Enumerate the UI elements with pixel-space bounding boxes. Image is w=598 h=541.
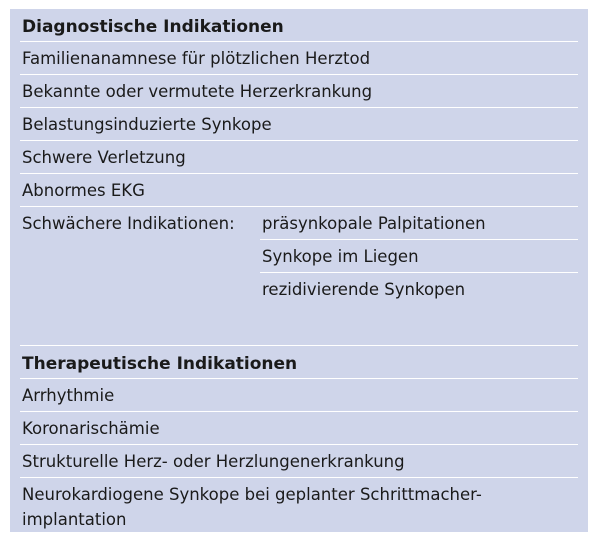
therapeutic-item-line: Neurokardiogene Synkope bei geplanter Schrittmacher-: [22, 485, 482, 504]
section-spacer: [20, 306, 578, 346]
diagnostic-item: Abnormes EKG: [20, 174, 578, 207]
weaker-indication-item: rezidivierende Synkopen: [262, 280, 466, 299]
weaker-indication-item: präsynkopale Palpitationen: [260, 207, 578, 240]
diagnostic-item: Schwere Verletzung: [20, 141, 578, 174]
indications-table: [10, 9, 588, 532]
therapeutic-item: Strukturelle Herz- oder Herzlungenerkrankung: [20, 445, 578, 478]
therapeutic-item: Arrhythmie: [20, 379, 578, 412]
weaker-indications-row: [20, 240, 578, 273]
therapeutic-item: [20, 478, 578, 536]
diagnostic-title: Diagnostische Indikationen: [20, 9, 578, 42]
diagnostic-item: Bekannte oder vermutete Herzerkrankung: [20, 75, 578, 108]
weaker-indication-item: Synkope im Liegen: [260, 240, 578, 273]
weaker-indications-label: Schwächere Indikationen:: [22, 214, 235, 233]
diagnostic-item: Belastungsinduzierte Synkope: [20, 108, 578, 141]
therapeutic-title: Therapeutische Indikationen: [20, 346, 578, 379]
therapeutic-item: Koronarischämie: [20, 412, 578, 445]
therapeutic-item-line: implantation: [22, 510, 127, 529]
weaker-indications-row: [20, 207, 578, 240]
weaker-indications-row: [20, 273, 578, 306]
diagnostic-item: Familienanamnese für plötzlichen Herztod: [20, 42, 578, 75]
